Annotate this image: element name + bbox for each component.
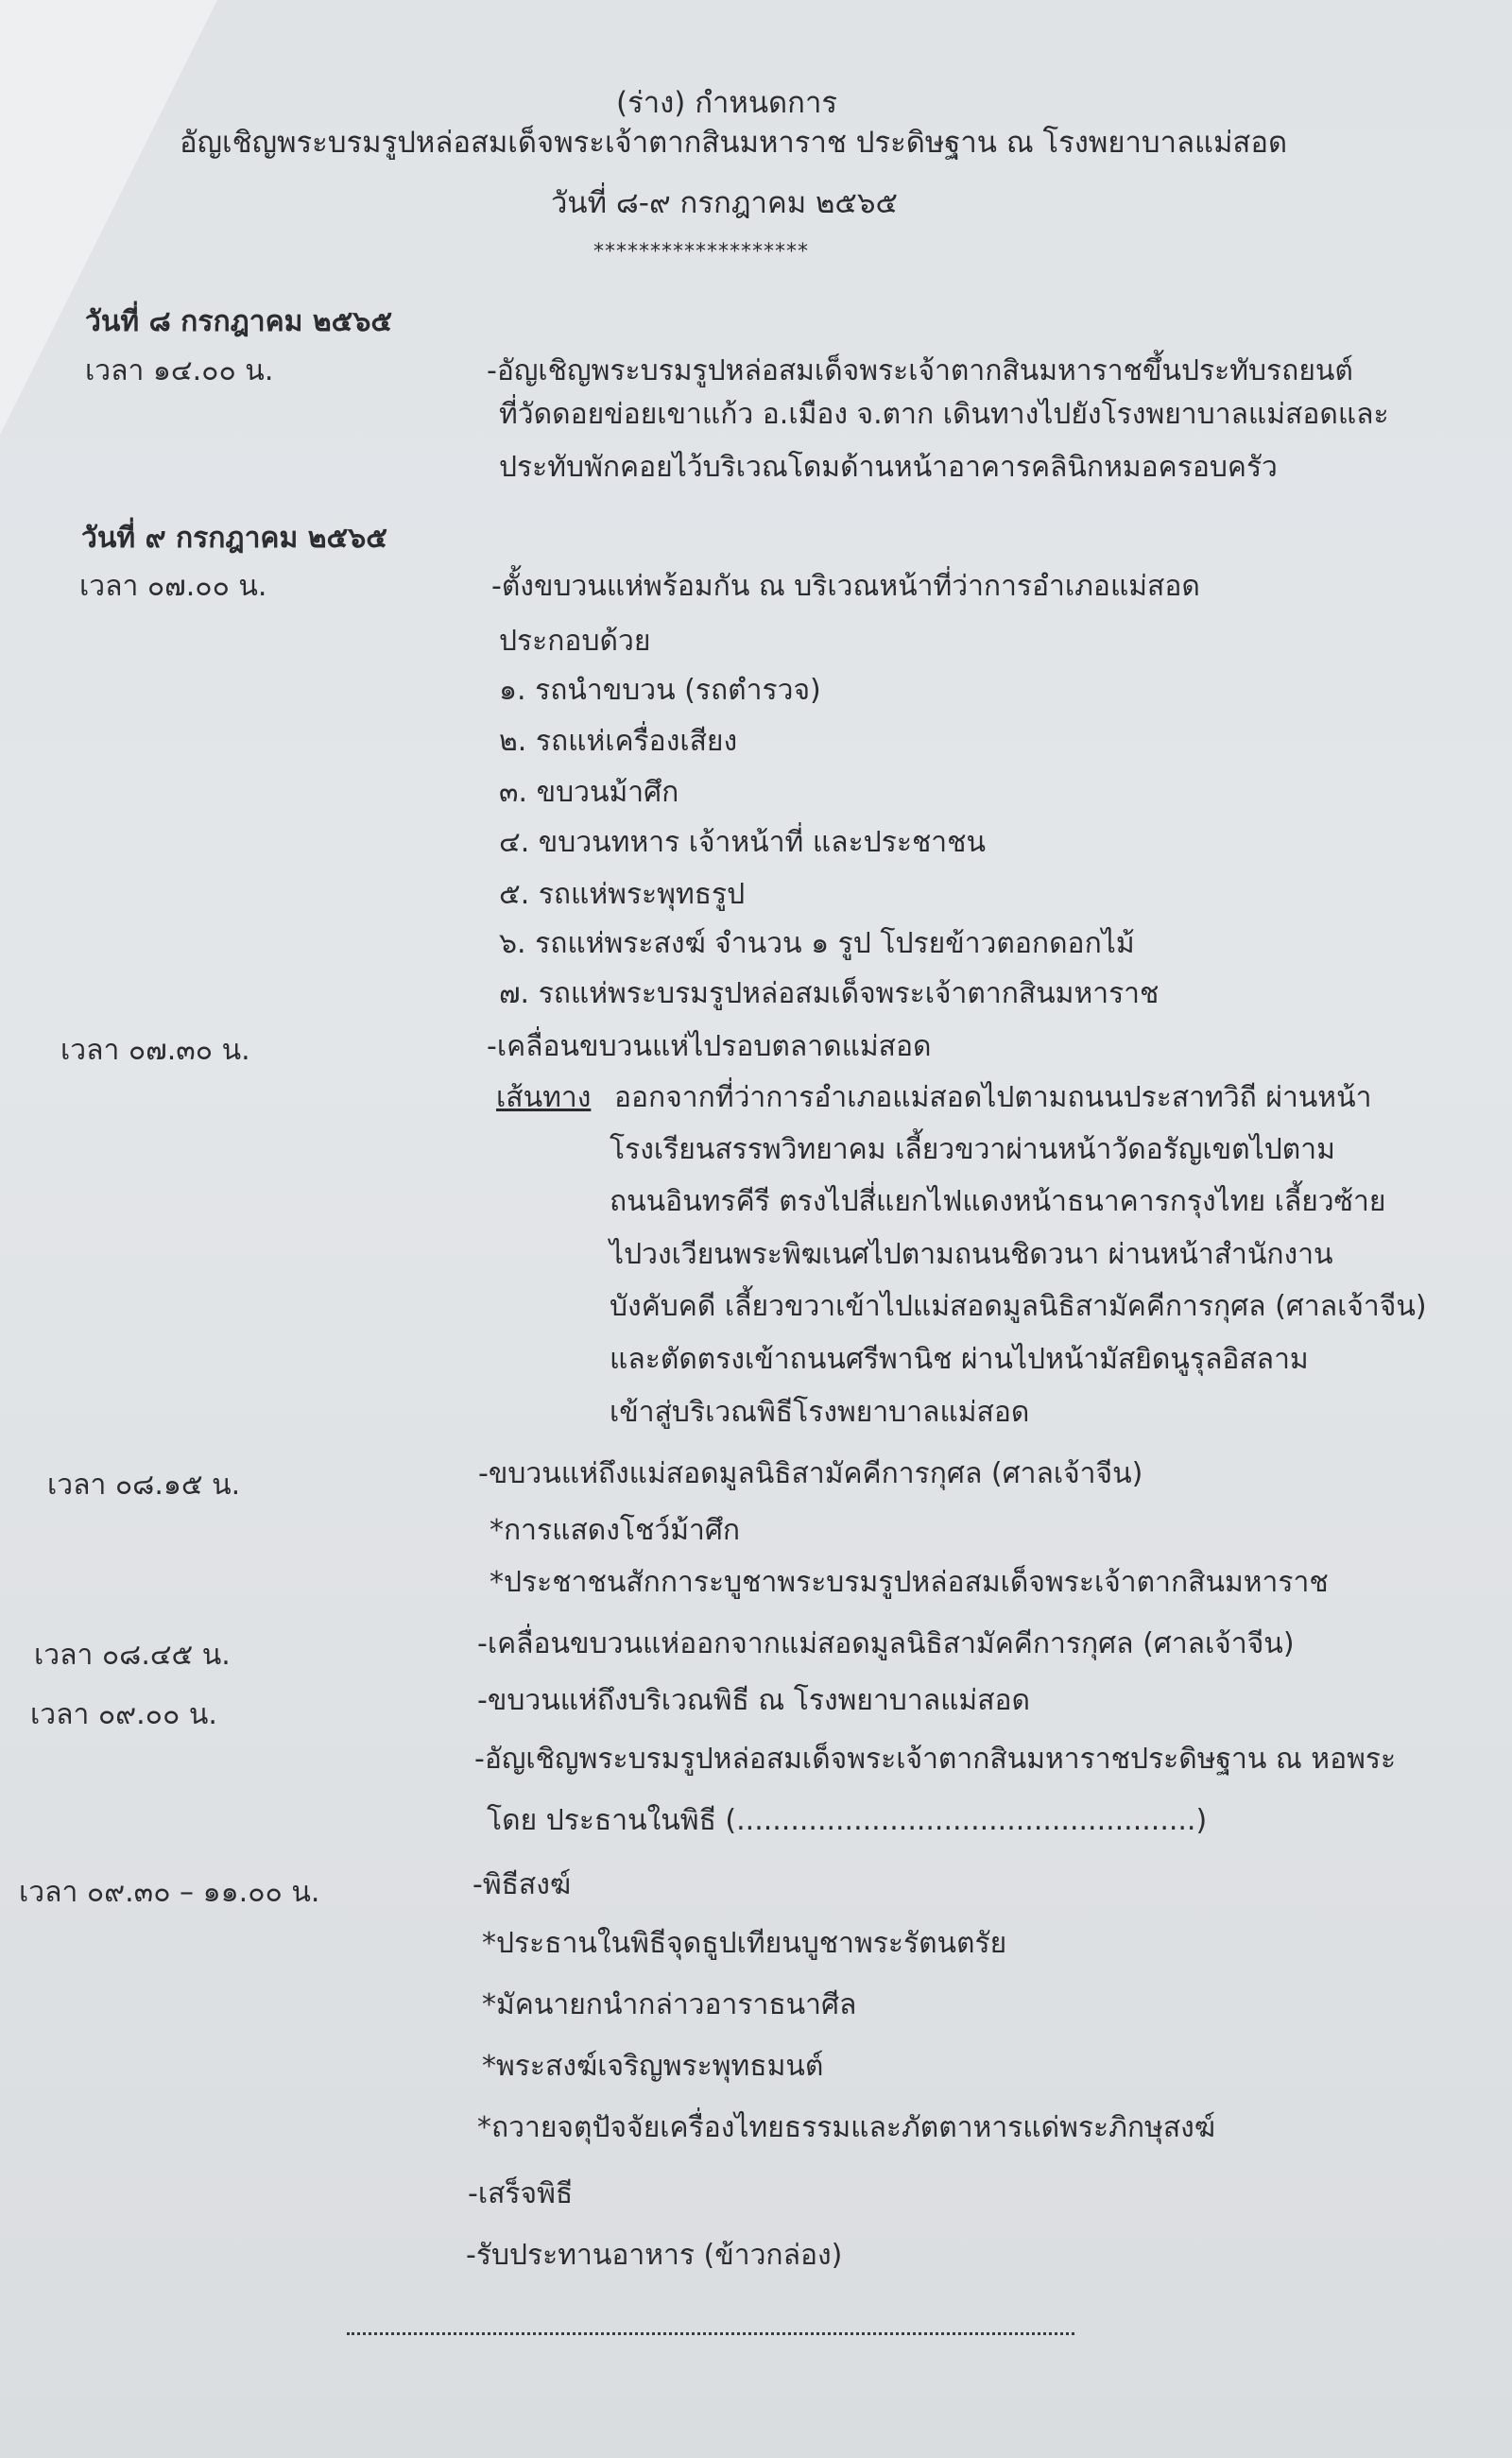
day1-line-1: -อัญเชิญพระบรมรูปหล่อสมเด็จพระเจ้าตากสินมหาราชขึ้นประทับรถยนต์: [487, 354, 1353, 387]
enshrine-line: -อัญเชิญพระบรมรูปหล่อสมเด็จพระเจ้าตากสินมหาราชประดิษฐาน ณ หอพระ: [474, 1743, 1397, 1776]
move-procession-line: -เคลื่อนขบวนแห่ไปรอบตลาดแม่สอด: [487, 1030, 932, 1063]
day1-heading: วันที่ ๘ กรกฎาคม ๒๕๖๕: [85, 305, 393, 338]
consists-of-label: ประกอบด้วย: [499, 625, 651, 658]
presided-by-line: โดย ประธานในพิธี (...................................................): [487, 1804, 1208, 1837]
time-0815: เวลา ๐๘.๑๕ น.: [47, 1469, 241, 1502]
separator-stars: *******************: [593, 240, 809, 264]
procession-item-3: ๓. ขบวนม้าศึก: [499, 776, 679, 809]
time-0930-1100: เวลา ๐๙.๓๐ – ๑๑.๐๐ น.: [19, 1876, 320, 1909]
day2-heading: วันที่ ๙ กรกฎาคม ๒๕๖๕: [81, 522, 387, 555]
offering-line: *ถวายจตุปัจจัยเครื่องไทยธรรมและภัตตาหารแด่พระภิกษุสงฆ์: [477, 2111, 1216, 2144]
day1-time: เวลา ๑๔.๐๐ น.: [85, 354, 274, 387]
depart-shrine-line: -เคลื่อนขบวนแห่ออกจากแม่สอดมูลนิธิสามัคคีการกุศล (ศาลเจ้าจีน): [477, 1627, 1295, 1660]
day1-line-2: ที่วัดดอยข่อยเขาแก้ว อ.เมือง จ.ตาก เดินทางไปยังโรงพยาบาลแม่สอดและ: [499, 398, 1389, 431]
main-title: อัญเชิญพระบรมรูปหล่อสมเด็จพระเจ้าตากสินมหาราช ประดิษฐาน ณ โรงพยาบาลแม่สอด: [180, 126, 1288, 160]
closing-dotted-rule: [347, 2332, 1074, 2335]
procession-item-5: ๕. รถแห่พระพุทธรูป: [499, 878, 746, 911]
route-line-2: โรงเรียนสรรพวิทยาคม เลี้ยวขวาผ่านหน้าวัดอรัญเขตไปตาม: [610, 1133, 1335, 1166]
route-label: เส้นทาง: [496, 1081, 592, 1114]
event-dates: วันที่ ๘-๙ กรกฎาคม ๒๕๖๕: [551, 186, 899, 220]
route-line-4: ไปวงเวียนพระพิฆเนศไปตามถนนชิดวนา ผ่านหน้าสำนักงาน: [610, 1238, 1333, 1271]
route-line-6: และตัดตรงเข้าถนนศรีพานิช ผ่านไปหน้ามัสยิดนูรุลอิสลาม: [610, 1343, 1309, 1376]
procession-item-4: ๔. ขบวนทหาร เจ้าหน้าที่ และประชาชน: [499, 826, 987, 859]
procession-item-7: ๗. รถแห่พระบรมรูปหล่อสมเด็จพระเจ้าตากสินมหาราช: [499, 977, 1160, 1010]
lunch-line: -รับประทานอาหาร (ข้าวกล่อง): [466, 2239, 843, 2272]
time-0845: เวลา ๐๘.๔๕ น.: [34, 1639, 231, 1672]
route-line-7: เข้าสู่บริเวณพิธีโรงพยาบาลแม่สอด: [610, 1396, 1030, 1429]
route-line-1: ออกจากที่ว่าการอำเภอแม่สอดไปตามถนนประสาทวิถี ผ่านหน้า: [614, 1081, 1372, 1114]
arrive-shrine-line: -ขบวนแห่ถึงแม่สอดมูลนิธิสามัคคีการกุศล (ศาลเจ้าจีน): [478, 1457, 1143, 1490]
time-0730: เวลา ๐๗.๓๐ น.: [60, 1034, 250, 1067]
arrive-ceremony-line: -ขบวนแห่ถึงบริเวณพิธี ณ โรงพยาบาลแม่สอด: [477, 1684, 1030, 1717]
candle-lighting-line: *ประธานในพิธีจุดธูปเทียนบูชาพระรัตนตรัย: [482, 1927, 1007, 1960]
procession-item-1: ๑. รถนำขบวน (รถตำรวจ): [499, 674, 821, 707]
assemble-procession-line: -ตั้งขบวนแห่พร้อมกัน ณ บริเวณหน้าที่ว่าการอำเภอแม่สอด: [491, 570, 1200, 603]
precepts-line: *มัคนายกนำกล่าวอาราธนาศีล: [482, 1988, 857, 2021]
monk-ceremony-line: -พิธีสงฆ์: [472, 1868, 572, 1901]
ceremony-end-line: -เสร็จพิธี: [468, 2177, 574, 2210]
draft-title: (ร่าง) กำหนดการ: [616, 86, 837, 120]
horse-show-line: *การแสดงโชว์ม้าศึก: [490, 1514, 741, 1547]
time-0700: เวลา ๐๗.๐๐ น.: [79, 570, 267, 603]
day1-line-3: ประทับพักคอยไว้บริเวณโดมด้านหน้าอาคารคลินิกหมอครอบครัว: [499, 451, 1278, 484]
time-0900: เวลา ๐๙.๐๐ น.: [30, 1698, 217, 1731]
chanting-line: *พระสงฆ์เจริญพระพุทธมนต์: [482, 2050, 824, 2083]
procession-item-6: ๖. รถแห่พระสงฆ์ จำนวน ๑ รูป โปรยข้าวตอกดอกไม้: [499, 927, 1135, 960]
route-line-5: บังคับคดี เลี้ยวขวาเข้าไปแม่สอดมูลนิธิสามัคคีการกุศล (ศาลเจ้าจีน): [610, 1290, 1427, 1323]
public-worship-line: *ประชาชนสักการะบูชาพระบรมรูปหล่อสมเด็จพระเจ้าตากสินมหาราช: [490, 1566, 1329, 1599]
procession-item-2: ๒. รถแห่เครื่องเสียง: [499, 725, 738, 758]
route-line-3: ถนนอินทรคีรี ตรงไปสี่แยกไฟแดงหน้าธนาคารกรุงไทย เลี้ยวซ้าย: [610, 1185, 1386, 1218]
